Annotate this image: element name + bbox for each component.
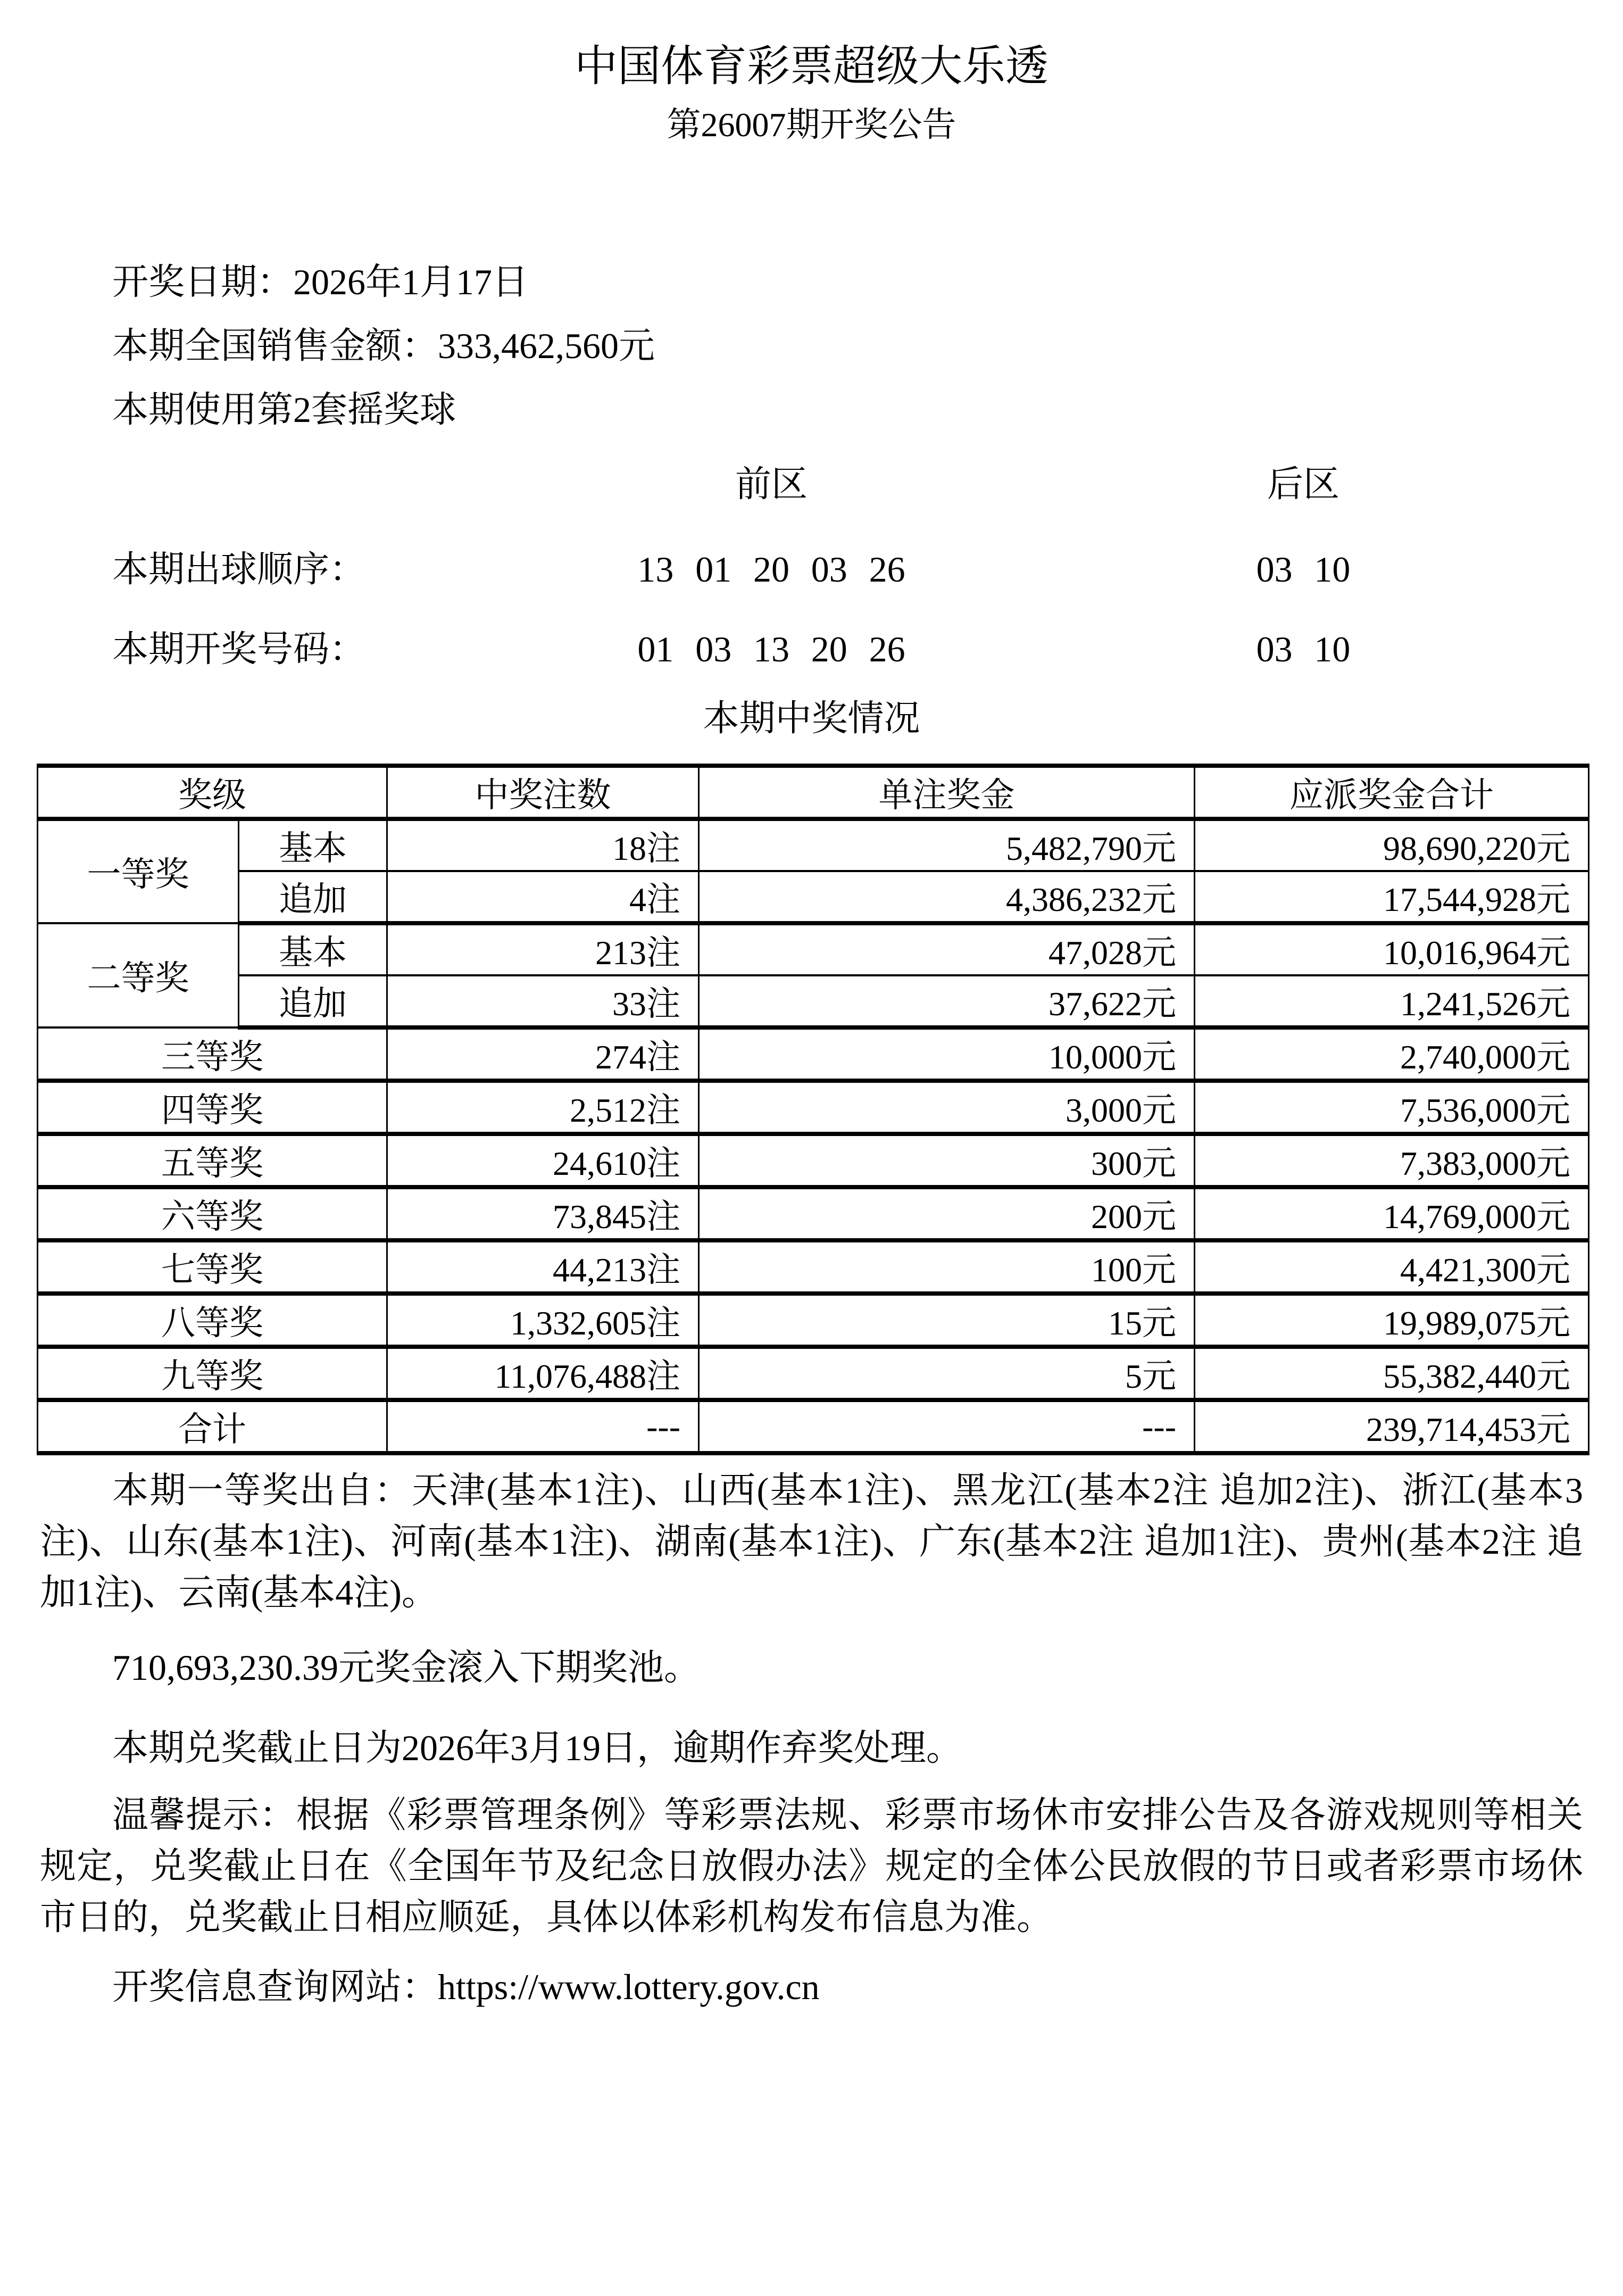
- table-row-second-prize-additional: [38, 975, 1589, 1027]
- single-prize-cell: 300元: [699, 1134, 1195, 1187]
- single-prize-cell: 4,386,232元: [699, 871, 1195, 923]
- table-row-second-prize-basic: [38, 923, 1589, 975]
- single-prize-cell: 10,000元: [699, 1027, 1195, 1081]
- total-payout-cell: 10,016,964元: [1195, 923, 1589, 975]
- total-payout-cell: 7,383,000元: [1195, 1134, 1589, 1187]
- single-prize-cell: 15元: [699, 1294, 1195, 1347]
- draw-date-line: 开奖日期：2026年1月17日: [112, 262, 529, 302]
- table-row-ninth-prize: [38, 1347, 1589, 1400]
- ball-set-line: 本期使用第2套摇奖球: [112, 389, 456, 430]
- winning-bets-cell: 44,213注: [387, 1240, 699, 1294]
- table-row-fourth-prize: [38, 1081, 1589, 1134]
- front-zone-label: 前区: [735, 464, 808, 504]
- draw-order-label: 本期出球顺序：: [112, 549, 366, 590]
- zone-header-spacer: [0, 452, 505, 516]
- column-header-winning-bets: 中奖注数: [387, 766, 699, 819]
- column-header-prize-level: 奖级: [38, 766, 387, 819]
- single-prize-cell: ---: [699, 1400, 1195, 1453]
- total-payout-cell: 1,241,526元: [1195, 975, 1589, 1027]
- winning-front-numbers: 01 03 13 20 26: [637, 629, 905, 669]
- lottery-website-line: 开奖信息查询网站：https://www.lottery.gov.cn: [112, 1967, 820, 2007]
- prize-subtype-cell: 基本: [239, 819, 387, 871]
- zone-header-row: [0, 452, 1623, 516]
- single-prize-cell: 3,000元: [699, 1081, 1195, 1134]
- total-payout-cell: 19,989,075元: [1195, 1294, 1589, 1347]
- prize-level-cell: 五等奖: [38, 1134, 387, 1187]
- first-prize-origin-paragraph: 本期一等奖出自：天津(基本1注)、山西(基本1注)、黑龙江(基本2注 追加2注)、浙江(基本3注)、山东(基本1注)、河南(基本1注)、湖南(基本1注)、广东(基本2注 追加1注)、贵州(基本2注 追加1注)、云南(基本4注)。: [40, 1470, 1583, 1613]
- draw-info-block: [0, 250, 1623, 442]
- back-zone-label: 后区: [1267, 464, 1339, 504]
- winning-bets-cell: 24,610注: [387, 1134, 699, 1187]
- single-prize-cell: 100元: [699, 1240, 1195, 1294]
- winning-bets-cell: 33注: [387, 975, 699, 1027]
- page-title: 中国体育彩票超级大乐透: [574, 43, 1048, 90]
- draw-order-front-numbers: 13 01 20 03 26: [637, 549, 905, 590]
- prize-level-cell: 合计: [38, 1400, 387, 1453]
- national-sales-line: 本期全国销售金额：333,462,560元: [112, 326, 655, 366]
- table-row-third-prize: [38, 1027, 1589, 1081]
- single-prize-cell: 47,028元: [699, 923, 1195, 975]
- prize-level-cell: 七等奖: [38, 1240, 387, 1294]
- winning-bets-cell: ---: [387, 1400, 699, 1453]
- total-payout-cell: 55,382,440元: [1195, 1347, 1589, 1400]
- table-row-total: [38, 1400, 1589, 1453]
- table-row-sixth-prize: [38, 1187, 1589, 1240]
- table-row-fifth-prize: [38, 1134, 1589, 1187]
- total-payout-cell: 239,714,453元: [1195, 1400, 1589, 1453]
- winning-bets-cell: 274注: [387, 1027, 699, 1081]
- column-header-total-payout: 应派奖金合计: [1195, 766, 1589, 819]
- winning-bets-cell: 4注: [387, 871, 699, 923]
- prize-level-cell: 六等奖: [38, 1187, 387, 1240]
- prize-level-cell: 四等奖: [38, 1081, 387, 1134]
- prize-level-cell: 二等奖: [38, 923, 239, 1027]
- announcement-paragraphs: [0, 1465, 1623, 2012]
- table-row-first-prize-additional: [38, 871, 1589, 923]
- total-payout-cell: 7,536,000元: [1195, 1081, 1589, 1134]
- column-header-single-prize: 单注奖金: [699, 766, 1195, 819]
- draw-order-row: [0, 537, 1623, 601]
- table-row-eighth-prize: [38, 1294, 1589, 1347]
- prize-subtype-cell: 追加: [239, 871, 387, 923]
- single-prize-cell: 5,482,790元: [699, 819, 1195, 871]
- total-payout-cell: 2,740,000元: [1195, 1027, 1589, 1081]
- table-row-first-prize-basic: [38, 819, 1589, 871]
- winning-bets-cell: 18注: [387, 819, 699, 871]
- prize-level-cell: 八等奖: [38, 1294, 387, 1347]
- rollover-paragraph: 710,693,230.39元奖金滚入下期奖池。: [112, 1647, 701, 1688]
- total-payout-cell: 14,769,000元: [1195, 1187, 1589, 1240]
- claim-deadline-paragraph: 本期兑奖截止日为2026年3月19日，逾期作弃奖处理。: [112, 1728, 963, 1768]
- draw-order-back-numbers: 03 10: [1256, 549, 1351, 590]
- winning-bets-cell: 2,512注: [387, 1081, 699, 1134]
- winning-numbers-label: 本期开奖号码：: [112, 629, 366, 669]
- prize-level-cell: 一等奖: [38, 819, 239, 923]
- prize-section-title: 本期中奖情况: [703, 698, 920, 739]
- winning-numbers-row: [0, 617, 1623, 681]
- prize-subtype-cell: 基本: [239, 923, 387, 975]
- total-payout-cell: 98,690,220元: [1195, 819, 1589, 871]
- page-subtitle: 第26007期开奖公告: [667, 106, 956, 144]
- single-prize-cell: 5元: [699, 1347, 1195, 1400]
- prize-level-cell: 九等奖: [38, 1347, 387, 1400]
- table-row-seventh-prize: [38, 1240, 1589, 1294]
- prize-table: [37, 764, 1589, 1455]
- prize-table-header-row: [38, 766, 1589, 819]
- notice-paragraph: 温馨提示：根据《彩票管理条例》等彩票法规、彩票市场休市安排公告及各游戏规则等相关规定，兑奖截止日在《全国年节及纪念日放假办法》规定的全体公民放假的节日或者彩票市场休市日的，兑奖截止日相应顺延，具体以体彩机构发布信息为准。: [40, 1795, 1583, 1937]
- total-payout-cell: 4,421,300元: [1195, 1240, 1589, 1294]
- single-prize-cell: 200元: [699, 1187, 1195, 1240]
- winning-bets-cell: 1,332,605注: [387, 1294, 699, 1347]
- total-payout-cell: 17,544,928元: [1195, 871, 1589, 923]
- winning-back-numbers: 03 10: [1256, 629, 1351, 669]
- winning-bets-cell: 73,845注: [387, 1187, 699, 1240]
- single-prize-cell: 37,622元: [699, 975, 1195, 1027]
- prize-subtype-cell: 追加: [239, 975, 387, 1027]
- winning-bets-cell: 213注: [387, 923, 699, 975]
- winning-bets-cell: 11,076,488注: [387, 1347, 699, 1400]
- prize-level-cell: 三等奖: [38, 1027, 387, 1081]
